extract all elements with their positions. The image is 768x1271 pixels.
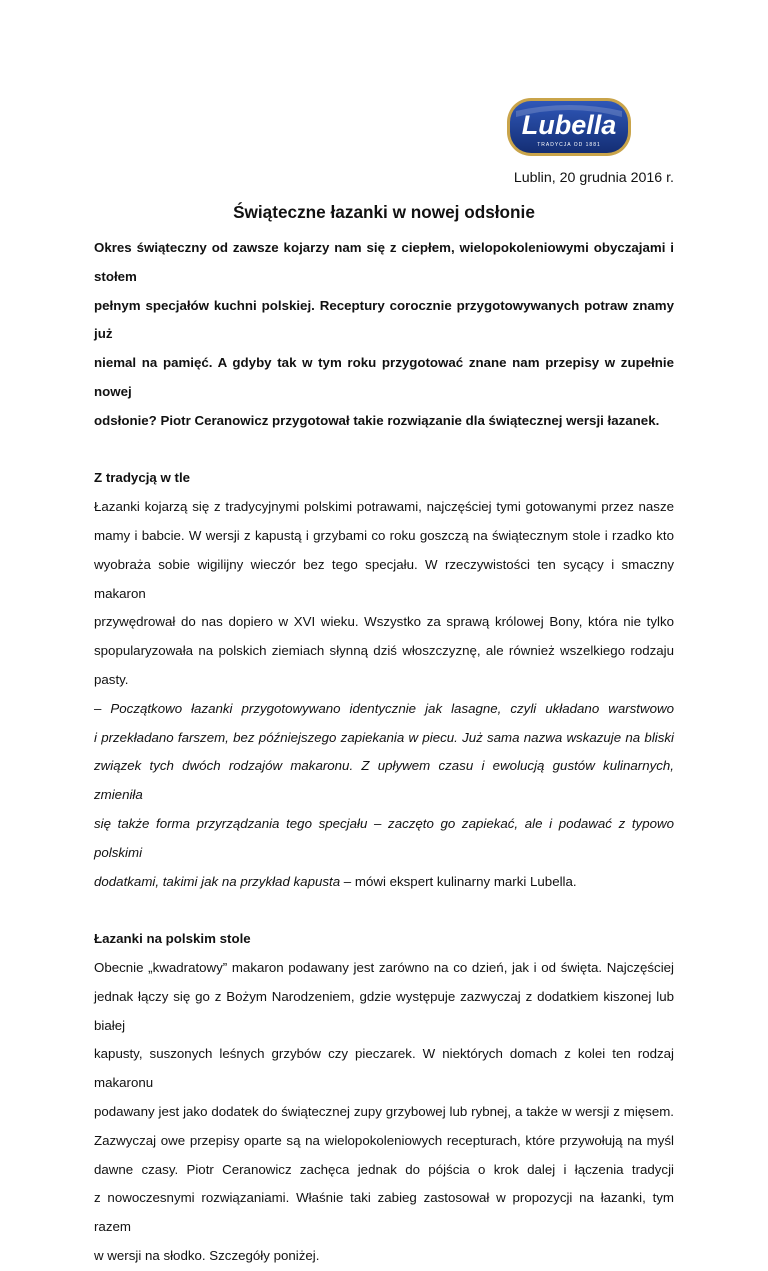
- quote-line: się także forma przyrządzania tego specjału – zaczęto go zapiekać, ale i podawać z typowo polskimi: [94, 815, 674, 860]
- quote-line: – Początkowo łazanki przygotowywano identycznie jak lasagne, czyli układano warstwowo: [94, 700, 674, 716]
- quote-last-line: [94, 868, 674, 897]
- section-heading: Z tradycją w tle: [94, 470, 191, 486]
- body-line: jednak łączy się go z Bożym Narodzeniem, gdzie występuje zazwyczaj z dodatkiem kiszonej lub białej: [94, 988, 674, 1033]
- logo-brand-text: Lubella: [521, 110, 617, 140]
- body-line: kapusty, suszonych leśnych grzybów czy pieczarek. W niektórych domach z kolei ten rodzaj makaronu: [94, 1046, 674, 1091]
- body-line: mamy i babcie. W wersji z kapustą i grzybami co roku goszczą na świątecznym stole i rzadko kto: [94, 527, 674, 543]
- quote-line: i przekładano farszem, bez późniejszego zapiekania w piecu. Już sama nazwa wskazuje na bliski: [94, 729, 674, 745]
- lubella-logo: [506, 97, 632, 157]
- quote-ending: dodatkami, takimi jak na przykład kapusta: [94, 873, 341, 889]
- body-line: Łazanki kojarzą się z tradycyjnymi polskimi potrawami, najczęściej tymi gotowanymi przez nasze: [94, 499, 674, 515]
- lead-line: niemal na pamięć. A gdyby tak w tym roku przygotować znane nam przepisy w zupełnie nowej: [94, 355, 674, 399]
- quote-line: związek tych dwóch rodzajów makaronu. Z upływem czasu i ewolucją gustów kulinarnych, zmieniła: [94, 758, 674, 803]
- lead-line: odsłonie? Piotr Ceranowicz przygotował takie rozwiązanie dla świątecznej wersji łazanek.: [94, 412, 660, 428]
- body-line: Zazwyczaj owe przepisy oparte są na wielopokoleniowych recepturach, które przywołują na myśl: [94, 1132, 674, 1148]
- article-title: Świąteczne łazanki w nowej odsłonie: [233, 202, 535, 222]
- logo-tagline-text: TRADYCJA OD 1881: [537, 142, 601, 148]
- body-line: wyobraża sobie wigilijny wieczór bez tego specjału. W rzeczywistości ten sycący i smaczny makaron: [94, 556, 674, 601]
- document-date: Lublin, 20 grudnia 2016 r.: [513, 170, 674, 186]
- article-body: [94, 234, 674, 1271]
- body-line: podawany jest jako dodatek do świątecznej zupy grzybowej lub rybnej, a także w wersji z mięsem.: [94, 1103, 674, 1119]
- section-tradition: [94, 464, 674, 896]
- body-line: Obecnie „kwadratowy” makaron podawany jest zarówno na co dzień, jak i od święta. Najczęściej: [94, 959, 674, 975]
- spacer: [94, 896, 674, 925]
- lubella-logo-graphic: [506, 97, 632, 157]
- body-line: spopularyzowała na polskich ziemiach słynną dziś włoszczyznę, ale również wszelkiego rodzaju pasty.: [94, 643, 674, 687]
- lead-line: Okres świąteczny od zawsze kojarzy nam się z ciepłem, wielopokoleniowymi obyczajami i stołem: [94, 240, 674, 284]
- lead-line: pełnym specjałów kuchni polskiej. Receptury corocznie przygotowywanych potraw znamy już: [94, 297, 674, 342]
- body-line: przywędrował do nas dopiero w XVI wieku. Wszystko za sprawą królowej Bony, która nie tylko: [94, 614, 674, 630]
- section-polish-table: [94, 925, 674, 1271]
- spacer: [94, 436, 674, 465]
- body-line: z nowoczesnymi rozwiązaniami. Właśnie taki zabieg zastosował w propozycji na łazanki, tym razem: [94, 1190, 674, 1235]
- body-line: w wersji na słodko. Szczegóły poniżej.: [94, 1247, 320, 1263]
- section-heading: Łazanki na polskim stole: [94, 931, 251, 947]
- body-line: dawne czasy. Piotr Ceranowicz zachęca jednak do pójścia o krok dalej i łączenia tradycji: [94, 1161, 674, 1177]
- quote-attribution: – mówi ekspert kulinarny marki Lubella.: [340, 873, 577, 889]
- lead-paragraph: [94, 234, 674, 436]
